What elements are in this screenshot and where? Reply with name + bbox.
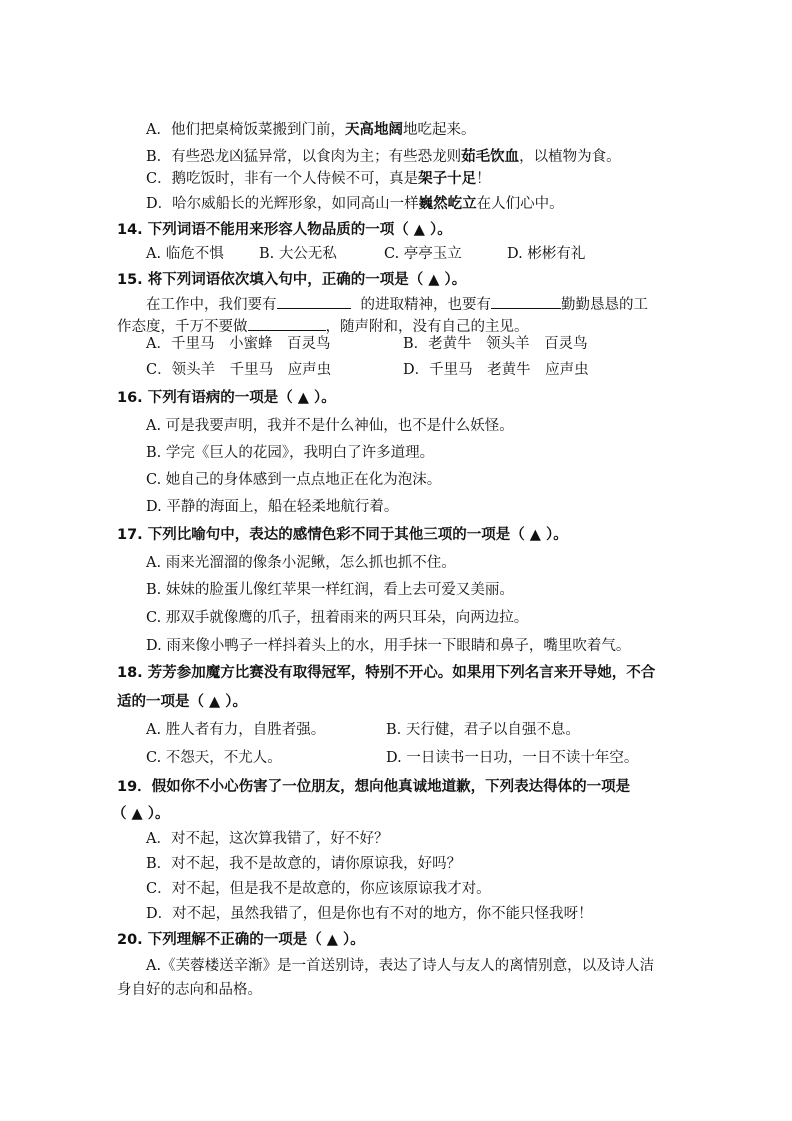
q15-passage-part3: 勤勤恳恳的工 (561, 297, 648, 313)
q13-option-c-tail: ！ (476, 171, 491, 187)
q14-option-c: C. 亭亭玉立 (384, 246, 462, 262)
q17-option-a: A. 雨来光溜溜的像条小泥鳅，怎么抓也抓不住。 (146, 555, 456, 571)
q13-option-d-tail: 在人们心中。 (476, 196, 564, 212)
q18-option-d: D. 一日读书一日功，一日不读十年空。 (386, 750, 639, 766)
q13-option-a (146, 121, 475, 139)
q15-passage-line2 (117, 316, 529, 336)
q17-option-d: D. 雨来像小鸭子一样抖着头上的水，用手抹一下眼睛和鼻子，嘴里吹着气。 (146, 638, 631, 654)
q19-option-c: C．对不起，但是我不是故意的，你应该原谅我才对。 (146, 881, 491, 897)
q19-option-a: A．对不起，这次算我错了，好不好？ (146, 831, 389, 847)
q15-passage-line1 (146, 294, 648, 314)
q16-option-b: B. 学完《巨人的花园》，我明白了许多道理。 (146, 445, 435, 461)
q16-option-a: A. 可是我要声明，我并不是什么神仙，也不是什么妖怪。 (146, 418, 514, 434)
q14-option-b: B. 大公无私 (259, 246, 337, 262)
q15-option-d: D．千里马 老黄牛 应声虫 (403, 362, 589, 378)
q13-option-c-text: C．鹅吃饭时，非有一个人侍候不可，真是 (146, 171, 419, 187)
q17-stem: 17. 下列比喻句中，表达的感情色彩不同于其他三项的一项是（ ▲ ）。 (117, 527, 568, 543)
q14-option-d: D. 彬彬有礼 (507, 246, 586, 262)
q20-stem: 20. 下列理解不正确的一项是（ ▲ ）。 (117, 932, 365, 948)
q13-option-b-text: B．有些恐龙凶猛异常，以食肉为主；有些恐龙则 (146, 149, 462, 165)
q19-option-b: B．对不起，我不是故意的，请你原谅我，好吗？ (146, 856, 462, 872)
q14-option-a: A. 临危不惧 (146, 246, 224, 262)
q13-option-d (146, 195, 564, 213)
q15-blank-1[interactable] (277, 294, 351, 309)
q13-option-d-bold: 巍然屹立 (418, 196, 477, 212)
q15-passage-part1: 在工作中，我们要有 (146, 297, 277, 313)
q13-option-a-bold: 天高地阔 (344, 122, 403, 138)
q18-stem-line1: 18. 芳芳参加魔方比赛没有取得冠军，特别不开心。如果用下列名言来开导她，不合 (117, 665, 656, 681)
q13-option-a-tail: 地吃起来。 (402, 122, 476, 138)
q20-option-a-line2: 身自好的志向和品格。 (117, 982, 262, 998)
q18-option-a: A. 胜人者有力，自胜者强。 (146, 722, 326, 738)
q19-stem-line2: （ ▲ ）。 (112, 806, 170, 822)
q15-stem: 15. 将下列词语依次填入句中，正确的一项是（ ▲ ）。 (117, 272, 467, 288)
q15-option-b: B．老黄牛 领头羊 百灵鸟 (403, 336, 588, 352)
q19-option-d: D．对不起，虽然我错了，但是你也有不对的地方，你不能只怪我呀！ (146, 906, 593, 922)
q13-option-c-bold: 架子十足 (418, 171, 477, 187)
q13-option-b-bold: 茹毛饮血 (461, 149, 520, 165)
q19-stem-line1: 19．假如你不小心伤害了一位朋友，想向他真诚地道歉，下列表达得体的一项是 (117, 779, 631, 795)
q16-stem: 16. 下列有语病的一项是（ ▲ ）。 (117, 390, 336, 406)
q13-option-d-text: D．哈尔威船长的光辉形象，如同高山一样 (146, 196, 419, 212)
q17-option-c: C. 那双手就像鹰的爪子，扭着雨来的两只耳朵，向两边拉。 (146, 610, 529, 626)
q15-blank-3[interactable] (248, 316, 326, 331)
q18-stem-line2: 适的一项是（ ▲ ）。 (117, 694, 247, 710)
q16-option-d: D. 平静的海面上，船在轻柔地航行着。 (146, 499, 399, 515)
q15-option-c: C．领头羊 千里马 应声虫 (146, 362, 332, 378)
q20-option-a-line1: A.《芙蓉楼送辛渐》是一首送别诗，表达了诗人与友人的离情别意，以及诗人洁 (146, 958, 655, 974)
q15-passage-part5: ，随声附和，没有自己的主见。 (325, 319, 529, 335)
q14-stem: 14. 下列词语不能用来形容人物品质的一项（ ▲ ）。 (117, 222, 452, 238)
q15-option-a: A．千里马 小蜜蜂 百灵鸟 (146, 336, 331, 352)
q17-option-b: B. 妹妹的脸蛋儿像红苹果一样红润，看上去可爱又美丽。 (146, 582, 514, 598)
q15-blank-2[interactable] (491, 294, 561, 309)
q18-option-b: B. 天行健，君子以自强不息。 (386, 722, 580, 738)
q15-passage-part4: 作态度，千万不要做 (117, 319, 248, 335)
q13-option-b-tail: ，以植物为食。 (519, 149, 621, 165)
q13-option-a-text: A．他们把桌椅饭菜搬到门前， (146, 122, 345, 138)
q18-option-c: C. 不怨天，不尤人。 (146, 750, 282, 766)
q15-passage-part2: 的进取精神，也要有 (360, 297, 491, 313)
q13-option-b (146, 148, 621, 166)
q13-option-c (146, 170, 491, 188)
q16-option-c: C. 她自己的身体感到一点点地正在化为泡沫。 (146, 472, 442, 488)
